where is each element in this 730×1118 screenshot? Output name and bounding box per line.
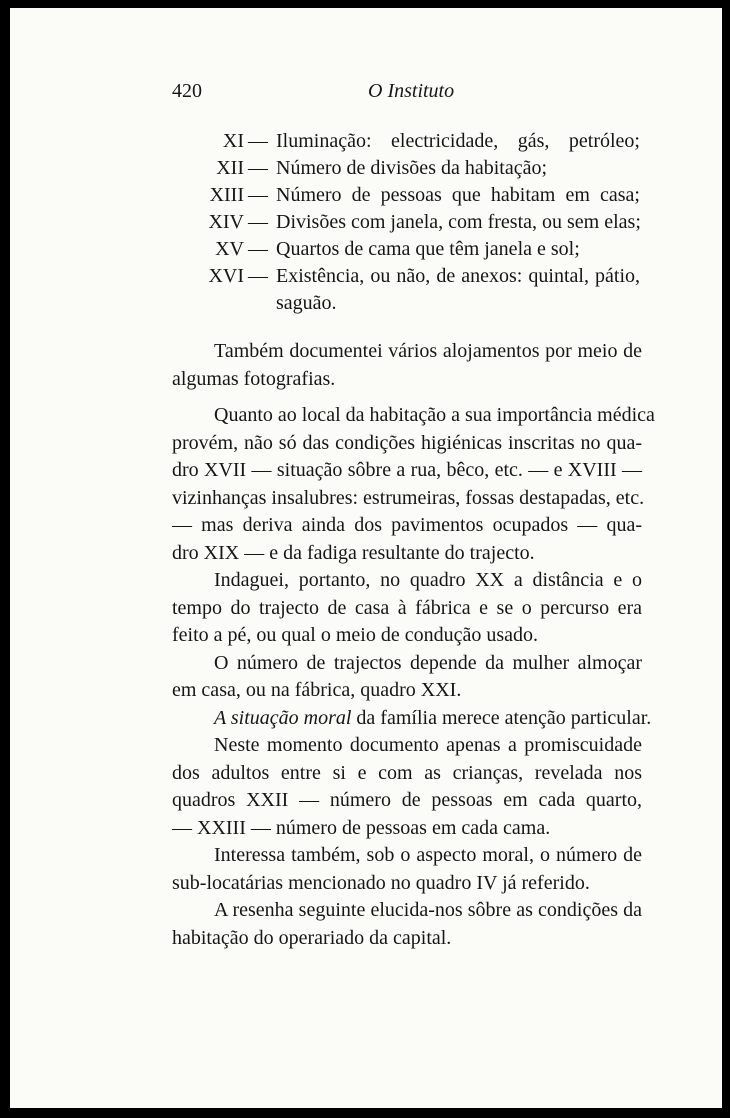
list-dash: —	[248, 211, 268, 233]
list-item-text: Iluminação: electricidade, gás, petróleo;	[276, 130, 640, 152]
list-continuation	[10, 290, 722, 317]
list-item-text: Existência, ou não, de anexos: quintal, pátio,	[276, 265, 640, 287]
text-line: Interessa também, sob o aspecto moral, o número de	[214, 844, 642, 866]
list-dash: —	[248, 238, 268, 260]
list-item-text: Número de divisões da habitação;	[276, 157, 548, 179]
text-line: feito a pé, ou qual o meio de condução usado.	[172, 624, 538, 646]
text-line: O número de trajectos depende da mulher almoçar	[214, 651, 642, 674]
numbered-list	[10, 128, 722, 317]
list-numeral: XV	[215, 238, 244, 260]
list-numeral: XI	[222, 130, 244, 152]
text-line	[172, 705, 652, 733]
paragraph	[172, 402, 655, 567]
text-line: Neste momento documento apenas a promiscuidade	[214, 734, 642, 756]
text-line: A resenha seguinte elucida-nos sôbre as condições da	[214, 899, 642, 921]
page-number: 420	[172, 80, 202, 102]
list-numeral: XII	[216, 157, 244, 179]
list-item-text: Número de pessoas que habitam em casa;	[276, 184, 640, 206]
document-page	[10, 8, 722, 1108]
list-numeral: XIV	[208, 211, 244, 233]
running-title: O Instituto	[368, 80, 455, 102]
paragraph	[172, 897, 642, 952]
text-line: algumas fotografias.	[172, 367, 336, 390]
paragraph	[172, 705, 652, 733]
list-item	[10, 182, 722, 209]
list-continuation-text: saguão.	[276, 292, 337, 314]
text-line: Indaguei, portanto, no quadro XX a distância e o	[214, 569, 642, 591]
page-header	[172, 80, 472, 104]
text-line: tempo do trajecto de casa à fábrica e se o percurso era	[172, 596, 642, 619]
list-dash: —	[248, 184, 268, 206]
paragraph	[172, 567, 642, 650]
text-line: vizinhanças insalubres: estrumeiras, fossas destapadas, etc.	[172, 486, 645, 509]
list-numeral: XVI	[208, 265, 244, 287]
text-line: Quanto ao local da habitação a sua importância médica	[214, 404, 655, 426]
list-dash: —	[248, 265, 268, 287]
text-line: Também documentei vários alojamentos por meio de	[214, 340, 642, 362]
text-line: — mas deriva ainda dos pavimentos ocupados — qua-	[172, 514, 642, 536]
list-item	[10, 209, 722, 236]
list-item	[10, 128, 722, 155]
text-line: em casa, ou na fábrica, quadro XXI.	[172, 679, 462, 701]
list-item	[10, 263, 722, 290]
text-line: dro XIX — e da fadiga resultante do trajecto.	[172, 541, 535, 564]
text-line: habitação do operariado da capital.	[172, 926, 452, 949]
list-numeral: XIII	[209, 184, 244, 206]
list-item	[10, 236, 722, 263]
text-fragment: da família merece atenção particular.	[351, 706, 652, 729]
list-item-text: Quartos de cama que têm janela e sol;	[276, 238, 580, 260]
text-line: — XXIII — número de pessoas em cada cama.	[172, 816, 551, 839]
list-item	[10, 155, 722, 182]
paragraph	[172, 650, 642, 705]
list-dash: —	[248, 130, 268, 152]
text-line: quadros XXII — número de pessoas em cada quarto,	[172, 789, 642, 811]
paragraph	[172, 338, 642, 393]
italic-phrase: A situação moral	[214, 706, 352, 729]
text-line: dro XVII — situação sôbre a rua, bêco, etc. — e XVIII —	[172, 459, 642, 481]
text-line: dos adultos entre si e com as crianças, revelada nos	[172, 761, 642, 784]
text-line: provém, não só das condições higiénicas inscritas no qua-	[172, 431, 642, 454]
paragraph	[172, 842, 642, 897]
list-dash: —	[248, 157, 268, 179]
text-line: sub-locatárias mencionado no quadro IV já referido.	[172, 871, 590, 894]
body-text	[172, 338, 655, 952]
list-item-text: Divisões com janela, com fresta, ou sem elas;	[276, 211, 641, 233]
paragraph	[172, 732, 642, 842]
